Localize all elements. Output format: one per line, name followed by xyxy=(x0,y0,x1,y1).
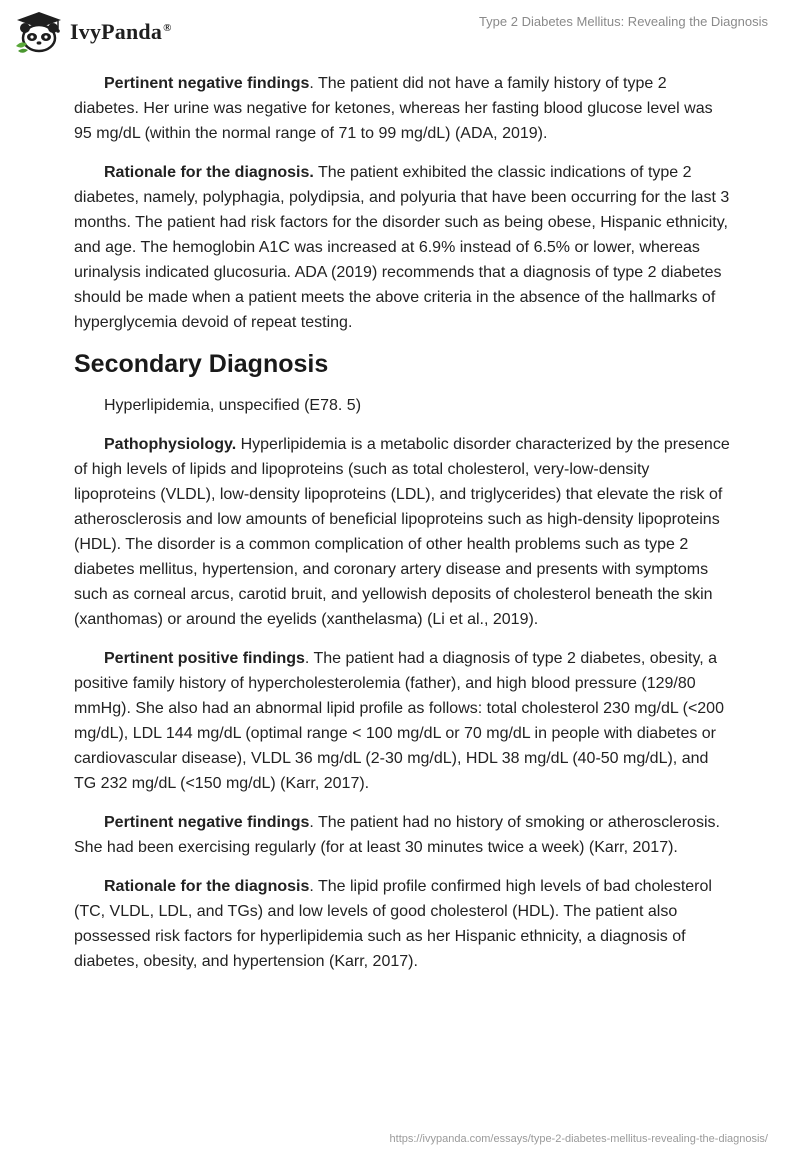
paragraph-lead: Pertinent negative findings xyxy=(104,814,310,831)
paragraph-text: . The patient did not have a family history of type 2 diabetes. Her urine was negative for ketones, whereas her fasting blood glucose level was 95 mg/dL (within the normal range of 71 to 99 mg/dL) (ADA, 2019). xyxy=(74,75,713,142)
paragraph-pathophysiology xyxy=(74,432,734,632)
paragraph-lead: Rationale for the diagnosis. xyxy=(104,164,314,181)
paragraph-text: Hyperlipidemia, unspecified (E78. 5) xyxy=(104,397,362,414)
ivypanda-logo[interactable] xyxy=(14,10,172,54)
paragraph-text: The patient exhibited the classic indications of type 2 diabetes, namely, polyphagia, polydipsia, and polyuria that have been occurring for the last 3 months. The patient had risk factors for the disorder such as being obese, Hispanic ethnicity, and age. The hemoglobin A1C was increased at 6.9% instead of 6.5% or lower, whereas urinalysis indicated glucosuria. ADA (2019) recommends that a diagnosis of type 2 diabetes should be made when a patient meets the above criteria in the absence of the hallmarks of hyperglycemia devoid of repeat testing. xyxy=(74,164,730,331)
paragraph-text: . The patient had no history of smoking or atherosclerosis. She had been exercising regularly (for at least 30 minutes twice a week) (Karr, 2017). xyxy=(74,814,720,856)
section-heading-secondary-diagnosis: Secondary Diagnosis xyxy=(74,350,329,378)
logo-text: IvyPanda® xyxy=(70,19,172,44)
paragraph-lead: Rationale for the diagnosis xyxy=(104,878,310,895)
paragraph-text: . The lipid profile confirmed high levels of bad cholesterol (TC, VLDL, LDL, and TGs) and low levels of good cholesterol (HDL). The patient also possessed risk factors for hyperlipidemia such as her Hispanic ethnicity, a diagnosis of diabetes, obesity, and hypertension (Karr, 2017). xyxy=(74,878,712,970)
paragraph-text: . The patient had a diagnosis of type 2 diabetes, obesity, a positive family history of hypercholesterolemia (father), and high blood pressure (129/80 mmHg). She also had an abnormal lipid profile as follows: total cholesterol 230 mg/dL (<200 mg/dL), LDL 144 mg/dL (optimal range < 100 mg/dL or 70 mg/dL in people with diabetes or cardiovascular disease), VLDL 36 mg/dL (2-30 mg/dL), HDL 38 mg/dL (40-50 mg/dL), and TG 232 mg/dL (<150 mg/dL) (Karr, 2017). xyxy=(74,650,724,792)
paragraph-negative-findings-1 xyxy=(74,71,734,146)
document-title: Type 2 Diabetes Mellitus: Revealing the Diagnosis xyxy=(478,14,768,29)
paragraph-negative-findings-2 xyxy=(74,810,734,860)
panda-logo-icon xyxy=(14,10,64,54)
paragraph-rationale-2 xyxy=(74,874,734,974)
paragraph-lead: Pertinent negative findings xyxy=(104,75,310,92)
essay-content xyxy=(74,71,734,988)
paragraph-text: Hyperlipidemia is a metabolic disorder characterized by the presence of high levels of lipids and lipoproteins (such as total cholesterol, very-low-density lipoproteins (VLDL), low-density lipoproteins (LDL), and triglycerides) that elevate the risk of atherosclerosis and low amounts of beneficial lipoproteins such as high-density lipoproteins (HDL). The disorder is a common complication of other health problems such as type 2 diabetes mellitus, hypertension, and coronary artery disease and presents with symptoms such as corneal arcus, carotid bruit, and yellowish deposits of cholesterol beneath the skin (xanthomas) or around the eyelids (xanthelasma) (Li et al., 2019). xyxy=(74,436,730,628)
paragraph-positive-findings xyxy=(74,646,734,796)
paragraph-lead: Pertinent positive findings xyxy=(104,650,305,667)
source-url-link[interactable]: https://ivypanda.com/essays/type-2-diabetes-mellitus-revealing-the-diagnosis/ xyxy=(389,1133,768,1145)
paragraph-diagnosis-code xyxy=(74,393,734,418)
registered-mark: ® xyxy=(163,21,172,34)
paragraph-lead: Pathophysiology. xyxy=(104,436,237,453)
paragraph-rationale-1 xyxy=(74,160,734,335)
page-header xyxy=(0,0,800,64)
